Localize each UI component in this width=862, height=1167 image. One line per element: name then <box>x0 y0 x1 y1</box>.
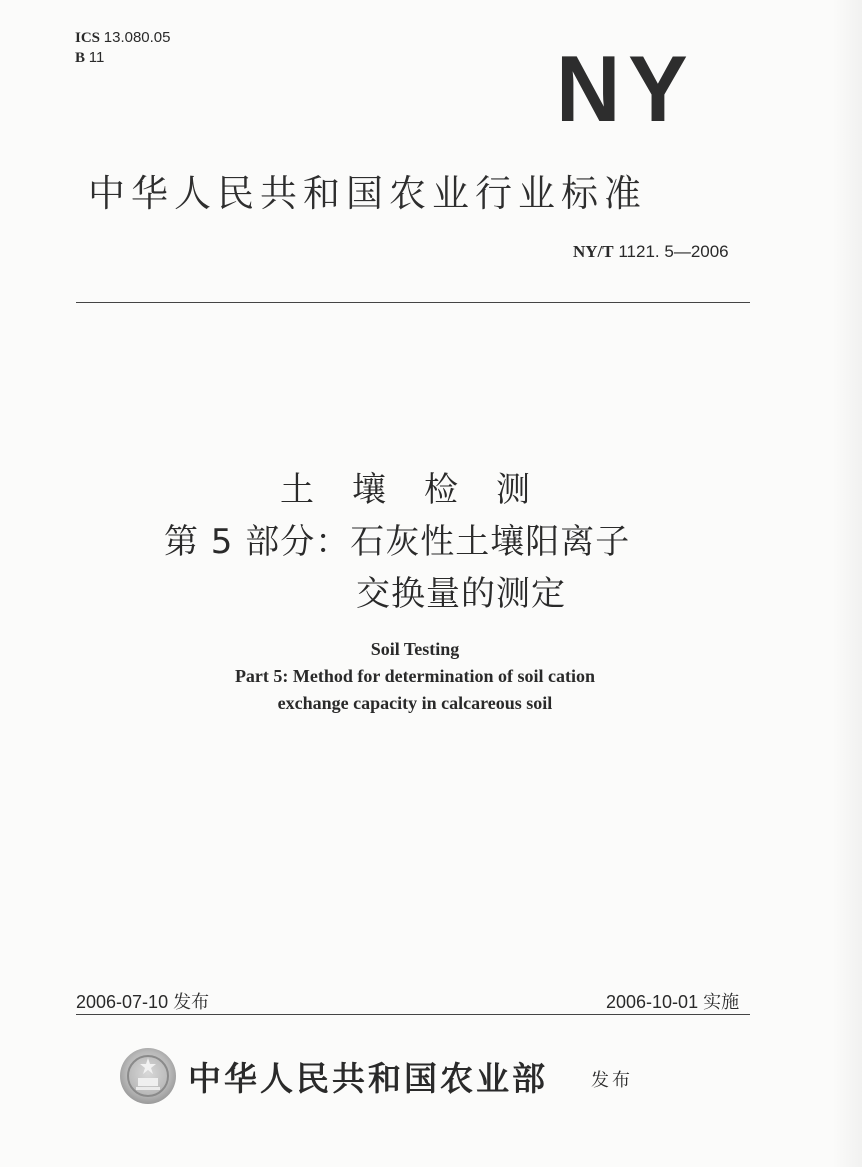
title-en-line1: Soil Testing <box>370 639 460 659</box>
footer-divider <box>76 1014 750 1015</box>
issuing-action: 发布 <box>591 1070 633 1091</box>
ics-line: ICS 13.080.05 <box>75 29 171 46</box>
ccs-line: B 11 <box>75 49 105 66</box>
classification-codes <box>75 28 171 68</box>
scan-edge-shadow <box>832 0 862 1167</box>
header-divider <box>76 302 750 303</box>
standard-number: NY/T 1121. 5—2006 <box>573 242 729 261</box>
national-emblem-icon <box>118 1046 178 1106</box>
implement-date: 2006-10-01 实施 <box>606 992 740 1012</box>
title-cn-line2: 第 5 部分：石灰性土壤阳离子 <box>164 522 631 562</box>
ny-logo: NY <box>556 36 696 141</box>
title-cn-line3: 交换量的测定 <box>356 574 566 614</box>
issuing-authority: 中华人民共和国农业部 <box>188 1059 548 1098</box>
standard-category: 中华人民共和国农业行业标准 <box>88 172 647 215</box>
title-en-line3: exchange capacity in calcareous soil <box>277 693 553 713</box>
title-cn-line1: 土壤检测 <box>280 470 568 510</box>
title-en <box>0 636 830 717</box>
title-en-line2: Part 5: Method for determination of soil cation <box>234 666 596 686</box>
publish-date: 2006-07-10 发布 <box>76 992 210 1012</box>
